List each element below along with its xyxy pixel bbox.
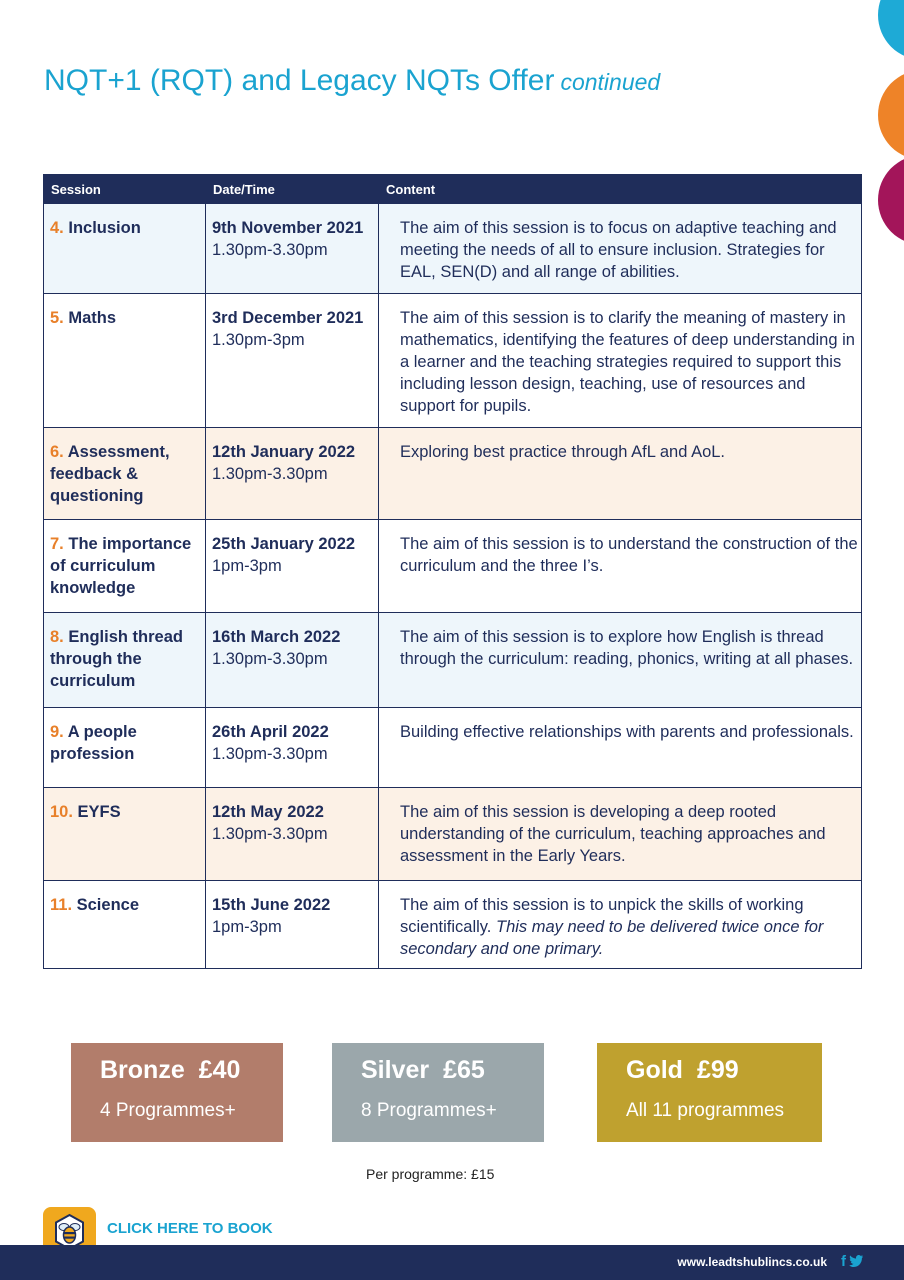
session-cell — [44, 788, 206, 881]
decorative-circle-orange — [878, 70, 904, 160]
content-cell — [379, 881, 862, 969]
page-title — [44, 64, 660, 98]
session-content-note: This may need to be delivered twice once for secondary and one primary. — [400, 918, 824, 958]
session-date: 3rd December 2021 — [212, 309, 364, 327]
session-date: 9th November 2021 — [212, 219, 364, 237]
session-number: 11. — [50, 896, 73, 914]
session-content: Building effective relationships with parents and professionals. — [400, 723, 854, 741]
session-content: The aim of this session is to focus on adaptive teaching and meeting the needs of all to ensure inclusion. Strategies for EAL, SEN(D) and all range of abilities. — [400, 219, 837, 281]
bronze-tier-name: Bronze — [100, 1056, 185, 1084]
session-content: Exploring best practice through AfL and AoL. — [400, 443, 726, 461]
session-number: 7. — [50, 535, 64, 553]
session-name: Maths — [68, 309, 117, 327]
content-cell — [379, 428, 862, 520]
session-time: 1.30pm-3pm — [212, 331, 305, 349]
page-title-suffix: continued — [560, 69, 661, 95]
session-name: A people profession — [50, 723, 137, 763]
content-cell — [379, 204, 862, 294]
session-cell — [44, 204, 206, 294]
session-time: 1pm-3pm — [212, 557, 282, 575]
session-name: EYFS — [77, 803, 121, 821]
datetime-cell — [206, 428, 379, 520]
session-content: The aim of this session is to explore how English is thread through the curriculum: reading, phonics, writing at all phases. — [400, 628, 854, 668]
session-time: 1.30pm-3.30pm — [212, 745, 328, 763]
session-date: 12th January 2022 — [212, 443, 356, 461]
table-row — [44, 294, 862, 428]
session-name: Inclusion — [68, 219, 141, 237]
session-name: The importance of curriculum knowledge — [50, 535, 192, 597]
gold-tier-title — [626, 1056, 739, 1085]
session-content: The aim of this session is to understand the construction of the curriculum and the three I’s. — [400, 535, 858, 575]
table-row — [44, 428, 862, 520]
twitter-icon[interactable] — [849, 1254, 863, 1272]
session-time: 1.30pm-3.30pm — [212, 825, 328, 843]
session-name: Assessment, feedback & questioning — [50, 443, 170, 505]
silver-tier-desc: 8 Programmes+ — [361, 1100, 497, 1121]
session-content: The aim of this session is to unpick the skills of working scientifically. — [400, 896, 804, 936]
session-name: Science — [76, 896, 139, 914]
session-number: 6. — [50, 443, 64, 461]
content-cell — [379, 788, 862, 881]
gold-tier-name: Gold — [626, 1056, 683, 1084]
session-date: 16th March 2022 — [212, 628, 341, 646]
session-content: The aim of this session is to clarify the meaning of mastery in mathematics, identifying the features of deep understanding in a learner and the teaching strategies required to support this including lesson design, teaching, use of resources and support for pupils. — [400, 309, 855, 415]
decorative-circle-blue — [878, 0, 904, 60]
datetime-cell — [206, 520, 379, 613]
session-date: 12th May 2022 — [212, 803, 324, 821]
bronze-tier-title — [100, 1056, 240, 1085]
datetime-cell — [206, 204, 379, 294]
decorative-circle-magenta — [878, 155, 904, 245]
datetime-cell — [206, 708, 379, 788]
silver-tier-name: Silver — [361, 1056, 430, 1084]
table-row — [44, 788, 862, 881]
table-row — [44, 204, 862, 294]
session-time: 1.30pm-3.30pm — [212, 650, 328, 668]
sessions-table — [43, 174, 862, 969]
column-header-session: Session — [44, 175, 206, 204]
session-date: 15th June 2022 — [212, 896, 331, 914]
session-number: 10. — [50, 803, 73, 821]
session-time: 1.30pm-3.30pm — [212, 241, 328, 259]
column-header-datetime: Date/Time — [206, 175, 379, 204]
bronze-tier-price: £40 — [198, 1056, 241, 1084]
bronze-tier-card — [71, 1043, 283, 1142]
session-name: English thread through the curriculum — [50, 628, 183, 690]
per-programme-price: Per programme: £15 — [366, 1166, 495, 1182]
session-cell — [44, 613, 206, 708]
session-number: 5. — [50, 309, 64, 327]
gold-tier-desc: All 11 programmes — [626, 1100, 785, 1121]
content-cell — [379, 294, 862, 428]
table-row — [44, 613, 862, 708]
facebook-icon[interactable]: f — [841, 1253, 846, 1270]
session-date: 26th April 2022 — [212, 723, 329, 741]
silver-tier-price: £65 — [443, 1056, 485, 1084]
datetime-cell — [206, 613, 379, 708]
table-header-row — [44, 175, 862, 204]
table-row — [44, 881, 862, 969]
datetime-cell — [206, 788, 379, 881]
session-number: 4. — [50, 219, 64, 237]
session-cell — [44, 520, 206, 613]
table-row — [44, 708, 862, 788]
website-link[interactable]: www.leadtshublincs.co.uk — [677, 1255, 827, 1269]
session-number: 8. — [50, 628, 64, 646]
datetime-cell — [206, 294, 379, 428]
content-cell — [379, 613, 862, 708]
session-cell — [44, 708, 206, 788]
content-cell — [379, 708, 862, 788]
content-cell — [379, 520, 862, 613]
session-content: The aim of this session is developing a deep rooted understanding of the curriculum, teaching approaches and assessment in the Early Years. — [400, 803, 826, 865]
column-header-content: Content — [379, 175, 862, 204]
gold-tier-card — [597, 1043, 822, 1142]
table-row — [44, 520, 862, 613]
silver-tier-title — [361, 1056, 485, 1085]
bronze-tier-desc: 4 Programmes+ — [100, 1100, 236, 1121]
footer-bar — [0, 1245, 904, 1280]
session-time: 1pm-3pm — [212, 918, 282, 936]
session-cell — [44, 881, 206, 969]
datetime-cell — [206, 881, 379, 969]
book-link[interactable]: CLICK HERE TO BOOK — [107, 1220, 273, 1237]
silver-tier-card — [332, 1043, 544, 1142]
session-date: 25th January 2022 — [212, 535, 356, 553]
page-title-text: NQT+1 (RQT) and Legacy NQTs Offer — [44, 64, 555, 97]
session-cell — [44, 428, 206, 520]
session-cell — [44, 294, 206, 428]
session-time: 1.30pm-3.30pm — [212, 465, 328, 483]
session-number: 9. — [50, 723, 64, 741]
gold-tier-price: £99 — [696, 1056, 739, 1084]
